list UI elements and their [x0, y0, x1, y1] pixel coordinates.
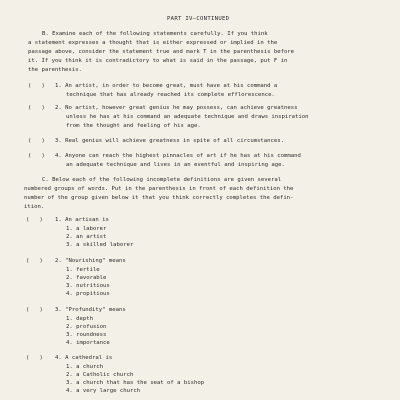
answer-parenthesis[interactable]: ( )	[28, 153, 45, 159]
option-item: 4. a very large church	[66, 388, 141, 394]
statement-line: 3. Real genius will achieve greatness in spite of all circumstances.	[55, 138, 285, 144]
definition-stem: 4. A cathedral is	[55, 355, 113, 361]
statement-line: from the thought and feeling of his age.	[66, 123, 201, 129]
statement-line: unless he has at his command an adequate technique and draws inspiration	[66, 114, 309, 120]
answer-parenthesis[interactable]: ( )	[26, 307, 43, 313]
section-b-intro-line: the parenthesis.	[28, 67, 82, 73]
option-item: 2. a Catholic church	[66, 372, 134, 378]
option-item: 3. a church that has the seat of a bishop	[66, 380, 205, 386]
section-b-intro-line: a statement expresses a thought that is either expressed or implied in the	[28, 40, 278, 46]
statement-line: an adequate technique and lives in an eventful and inspiring age.	[66, 162, 285, 168]
section-b-intro-line: B. Examine each of the following statements carefully. If you think	[42, 31, 268, 37]
page-title: PART IV—CONTINUED	[167, 16, 230, 22]
statement-line: technique that has already reached its complete efflorescence.	[66, 92, 275, 98]
definition-stem: 3. "Profundity" means	[55, 307, 126, 313]
option-item: 1. a church	[66, 364, 104, 370]
option-item: 4. propitious	[66, 291, 110, 297]
option-item: 2. profusion	[66, 324, 107, 330]
section-c-intro-line: ition.	[24, 204, 45, 210]
section-c-intro-line: number of the group given below it that you think correctly completes the defin-	[24, 195, 294, 201]
section-b-intro-line: it. If you think it is contradictory to what is said in the passage, put F in	[28, 58, 288, 64]
option-item: 1. fertile	[66, 267, 100, 273]
statement-line: 4. Anyone can reach the highest pinnacles of art if he has at his command	[55, 153, 301, 159]
option-item: 1. depth	[66, 316, 93, 322]
option-item: 1. a laborer	[66, 226, 107, 232]
definition-stem: 2. "Nourishing" means	[55, 258, 126, 264]
answer-parenthesis[interactable]: ( )	[26, 355, 43, 361]
option-item: 2. an artist	[66, 234, 107, 240]
option-item: 3. a skilled laborer	[66, 242, 134, 248]
option-item: 4. importance	[66, 340, 110, 346]
definition-stem: 1. An artisan is	[55, 217, 109, 223]
answer-parenthesis[interactable]: ( )	[26, 217, 43, 223]
section-c-intro-line: C. Below each of the following incomplete definitions are given several	[42, 177, 282, 183]
statement-line: 2. No artist, however great genius he may possess, can achieve greatness	[55, 105, 298, 111]
section-b-intro-line: passage above, consider the statement true and mark T in the parenthesis before	[28, 49, 295, 55]
option-item: 3. nutritious	[66, 283, 110, 289]
answer-parenthesis[interactable]: ( )	[28, 83, 45, 89]
option-item: 3. roundness	[66, 332, 107, 338]
answer-parenthesis[interactable]: ( )	[26, 258, 43, 264]
option-item: 2. favorable	[66, 275, 107, 281]
answer-parenthesis[interactable]: ( )	[28, 138, 45, 144]
section-c-intro-line: numbered groups of words. Put in the parenthesis in front of each definition the	[24, 186, 294, 192]
answer-parenthesis[interactable]: ( )	[28, 105, 45, 111]
statement-line: 1. An artist, in order to become great, must have at his command a	[55, 83, 278, 89]
